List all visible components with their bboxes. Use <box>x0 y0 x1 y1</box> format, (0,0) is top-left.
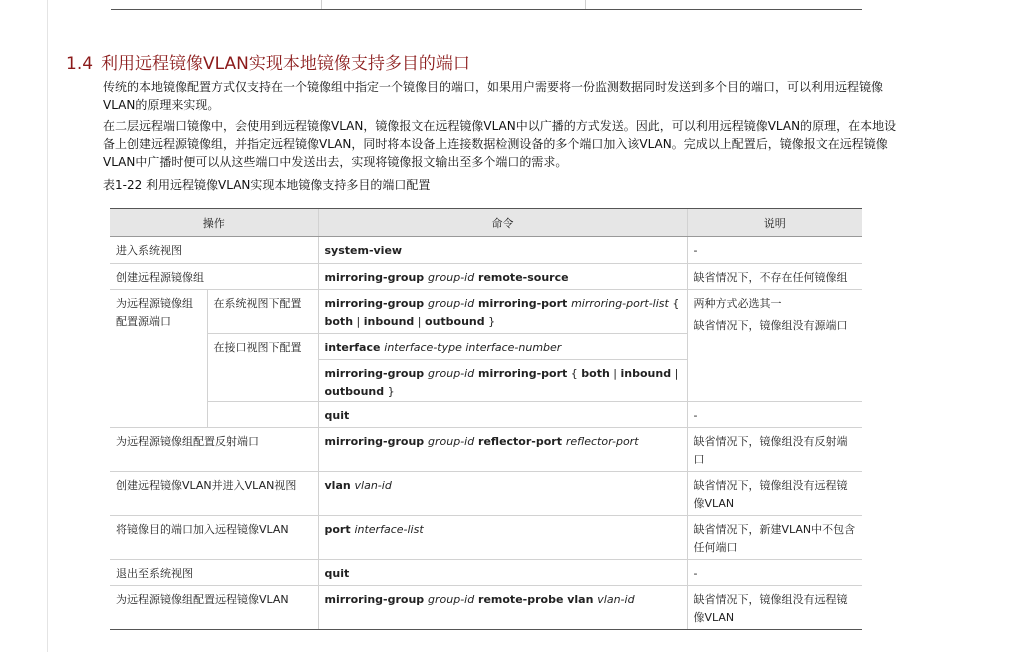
description-line: 两种方式必选其一 <box>693 297 782 310</box>
command-keyword: mirroring-group <box>324 593 428 606</box>
description-cell: 缺省情况下，镜像组没有反射端口 <box>687 428 862 472</box>
command-argument: interface-list <box>354 523 424 536</box>
description-cell: 缺省情况下，镜像组没有远程镜像VLAN <box>687 586 862 630</box>
command-keyword: both <box>324 315 354 328</box>
section-number: 1.4 <box>66 54 94 74</box>
command-cell <box>318 360 687 402</box>
description-cell: - <box>687 402 862 428</box>
command-symbol: } <box>384 385 395 398</box>
command-keyword: vlan <box>324 479 355 492</box>
description-cell: - <box>687 560 862 586</box>
operation-cell: 退出至系统视图 <box>110 560 318 586</box>
command-cell <box>318 264 687 290</box>
command-keyword: mirroring-group <box>324 367 428 380</box>
command-cell <box>318 472 687 516</box>
operation-cell: 为远程源镜像组配置远程镜像VLAN <box>110 586 318 630</box>
table-header-row <box>110 209 862 237</box>
command-keyword: both <box>581 367 610 380</box>
operation-cell: 将镜像目的端口加入远程镜像VLAN <box>110 516 318 560</box>
table-row <box>110 264 862 290</box>
table-row <box>110 290 862 334</box>
section-heading <box>66 49 470 74</box>
description-cell <box>687 290 862 402</box>
command-argument: vlan-id <box>354 479 392 492</box>
sub-operation-cell: 在系统视图下配置 <box>207 290 318 334</box>
config-table <box>110 208 862 630</box>
command-cell <box>318 402 687 428</box>
command-keyword: quit <box>324 567 350 580</box>
command-symbol: | <box>353 315 364 328</box>
command-keyword: port <box>324 523 355 536</box>
command-symbol: | <box>609 367 621 380</box>
header-command: 命令 <box>318 209 687 237</box>
command-argument: group-id <box>428 297 475 310</box>
command-keyword: inbound <box>363 315 415 328</box>
command-symbol: | <box>671 367 679 380</box>
command-cell <box>318 237 687 264</box>
table-row <box>110 428 862 472</box>
command-keyword: mirroring-port <box>474 367 568 380</box>
table-caption: 表1-22 利用远程镜像VLAN实现本地镜像支持多目的端口配置 <box>103 178 431 192</box>
command-cell <box>318 428 687 472</box>
command-keyword: mirroring-group <box>324 435 428 448</box>
table-row <box>110 516 862 560</box>
command-argument: mirroring-port-list <box>571 297 669 310</box>
command-cell <box>318 334 687 360</box>
command-argument: group-id <box>428 593 475 606</box>
section-title-text: 利用远程镜像VLAN实现本地镜像支持多目的端口 <box>101 54 470 74</box>
command-cell <box>318 516 687 560</box>
previous-table-bottom <box>111 0 862 10</box>
command-argument: group-id <box>428 435 475 448</box>
command-keyword: mirroring-port <box>474 297 572 310</box>
description-line: 缺省情况下，镜像组没有源端口 <box>693 319 848 332</box>
table-row <box>110 402 862 428</box>
command-argument: vlan-id <box>597 593 635 606</box>
command-keyword: reflector-port <box>474 435 566 448</box>
command-symbol: { <box>567 367 582 380</box>
command-keyword: inbound <box>620 367 672 380</box>
sub-operation-cell <box>207 402 318 428</box>
description-cell: 缺省情况下，不存在任何镜像组 <box>687 264 862 290</box>
command-cell <box>318 560 687 586</box>
command-keyword: interface <box>324 341 385 354</box>
table-row <box>110 472 862 516</box>
description-cell: 缺省情况下，新建VLAN中不包含任何端口 <box>687 516 862 560</box>
column-divider <box>585 0 586 9</box>
operation-cell: 进入系统视图 <box>110 237 318 264</box>
command-argument: interface-type interface-number <box>384 341 562 354</box>
paragraph-2: 在二层远程端口镜像中，会使用到远程镜像VLAN，镜像报文在远程镜像VLAN中以广播的方式发送。因此，可以利用远程镜像VLAN的原理，在本地设备上创建远程源镜像组，并指定远程镜像VLAN，同时将本设备上连接数据检测设备的多个端口加入该VLAN。完成以上配置后，镜像报文在远程镜像VLAN中广播时便可以从这些端口中发送出去，实现将镜像报文输出至多个端口的需求。 <box>103 119 897 169</box>
command-keyword: outbound <box>324 385 385 398</box>
command-argument: reflector-port <box>565 435 639 448</box>
command-argument: group-id <box>428 367 475 380</box>
description-cell: - <box>687 237 862 264</box>
table-row <box>110 237 862 264</box>
command-keyword: outbound <box>425 315 485 328</box>
command-symbol: { <box>668 297 680 310</box>
operation-cell: 创建远程镜像VLAN并进入VLAN视图 <box>110 472 318 516</box>
command-cell <box>318 586 687 630</box>
operation-cell: 创建远程源镜像组 <box>110 264 318 290</box>
operation-cell: 为远程源镜像组配置反射端口 <box>110 428 318 472</box>
page-left-border <box>47 0 48 652</box>
command-keyword: remote-probe vlan <box>474 593 598 606</box>
header-operation: 操作 <box>110 209 318 237</box>
command-symbol: | <box>414 315 426 328</box>
command-keyword: mirroring-group <box>324 297 428 310</box>
column-divider <box>321 0 322 9</box>
command-cell <box>318 290 687 334</box>
description-cell: 缺省情况下，镜像组没有远程镜像VLAN <box>687 472 862 516</box>
command-keyword: system-view <box>324 244 403 257</box>
table-row <box>110 586 862 630</box>
command-argument: group-id <box>428 271 475 284</box>
header-description: 说明 <box>687 209 862 237</box>
command-symbol: } <box>484 315 496 328</box>
table-row <box>110 560 862 586</box>
command-keyword: remote-source <box>474 271 569 284</box>
command-keyword: mirroring-group <box>324 271 428 284</box>
command-keyword: quit <box>324 409 350 422</box>
paragraph-1: 传统的本地镜像配置方式仅支持在一个镜像组中指定一个镜像目的端口，如果用户需要将一份监测数据同时发送到多个目的端口，可以利用远程镜像VLAN的原理来实现。 <box>103 80 884 112</box>
operation-cell: 为远程源镜像组配置源端口 <box>110 290 207 428</box>
sub-operation-cell: 在接口视图下配置 <box>207 334 318 402</box>
